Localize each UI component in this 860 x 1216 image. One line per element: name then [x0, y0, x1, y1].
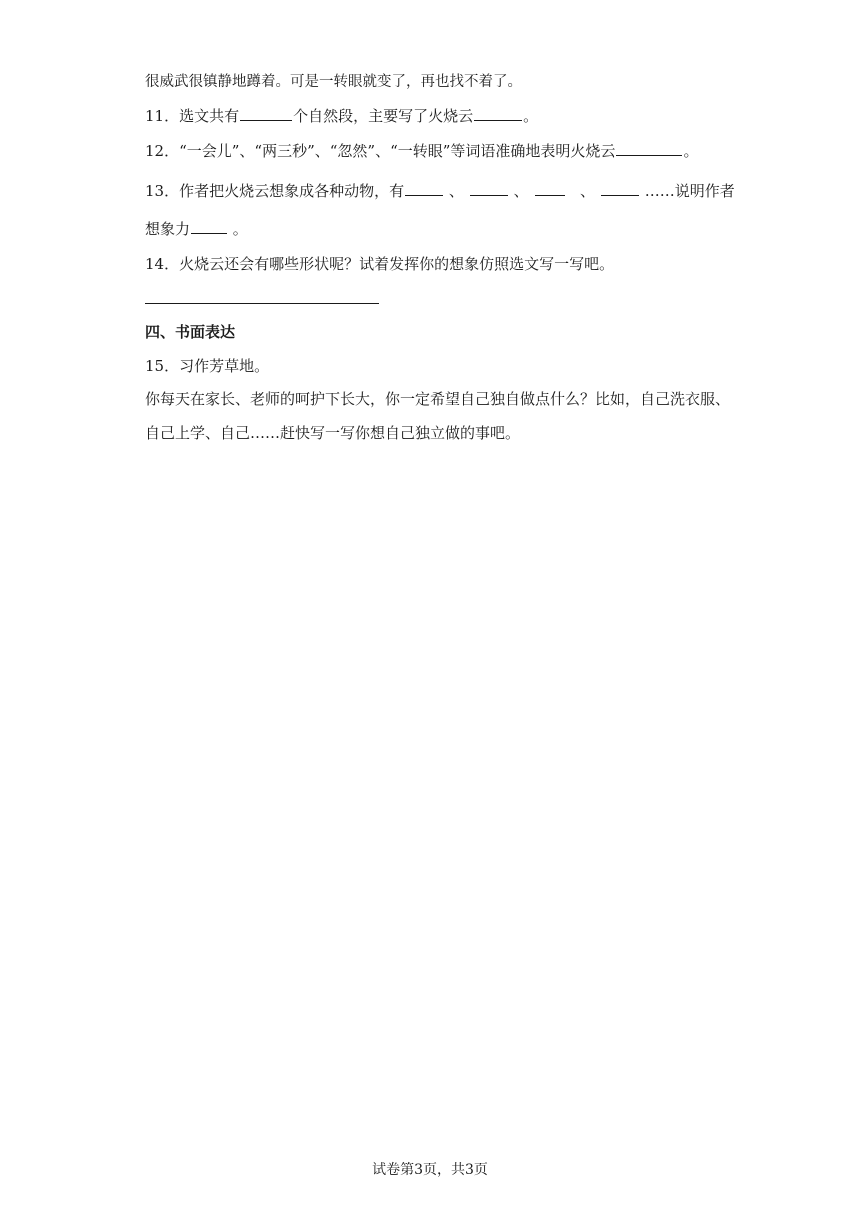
q13-blank-4[interactable] — [601, 181, 639, 196]
q13-blank-5[interactable] — [191, 219, 227, 234]
q13-line2-prefix: 想象力 — [145, 220, 191, 238]
q13-line2-suffix: 。 — [228, 220, 248, 238]
q11-blank-1[interactable] — [240, 106, 292, 121]
q13-blank-2[interactable] — [470, 181, 508, 196]
q13-sep-3: 、 — [565, 182, 595, 200]
q13-blank-1[interactable] — [405, 181, 443, 196]
q11-suffix: 。 — [523, 107, 539, 125]
question-15-body-line-1: 你每天在家长、老师的呵护下长大，你一定希望自己独自做点什么？比如，自己洗衣服、 — [145, 390, 731, 408]
q13-tail: ……说明作者 — [639, 182, 735, 200]
question-12 — [145, 141, 698, 161]
passage-tail: 很威武很镇静地蹲着。可是一转眼就变了，再也找不着了。 — [145, 74, 522, 90]
q13-sep-2: 、 — [508, 182, 529, 200]
question-14: 14．火烧云还会有哪些形状呢？试着发挥你的想象仿照选文写一写吧。 — [145, 255, 615, 273]
q11-blank-2[interactable] — [474, 106, 522, 121]
q13-sep-1: 、 — [444, 182, 464, 200]
question-13-line-1 — [145, 181, 735, 201]
q12-prefix: 12．“一会儿”、“两三秒”、“忽然”、“一转眼”等词语准确地表明火烧云 — [145, 142, 616, 160]
question-11 — [145, 106, 538, 126]
q13-blank-3[interactable] — [535, 181, 565, 196]
page-footer: 试卷第3页，共3页 — [372, 1162, 488, 1178]
answer-line-q14[interactable] — [145, 303, 379, 304]
question-13-line-2 — [145, 219, 248, 239]
q11-prefix: 11．选文共有 — [145, 107, 240, 125]
section-4-title: 四、书面表达 — [145, 323, 236, 341]
question-15-body-line-2: 自己上学、自己……赶快写一写你想自己独立做的事吧。 — [145, 424, 521, 442]
q13-prefix: 13．作者把火烧云想象成各种动物，有 — [145, 182, 405, 200]
q12-suffix: 。 — [683, 142, 699, 160]
question-15-title: 15．习作芳草地。 — [145, 357, 270, 375]
q11-middle: 个自然段，主要写了火烧云 — [293, 107, 474, 125]
q12-blank[interactable] — [616, 141, 682, 156]
